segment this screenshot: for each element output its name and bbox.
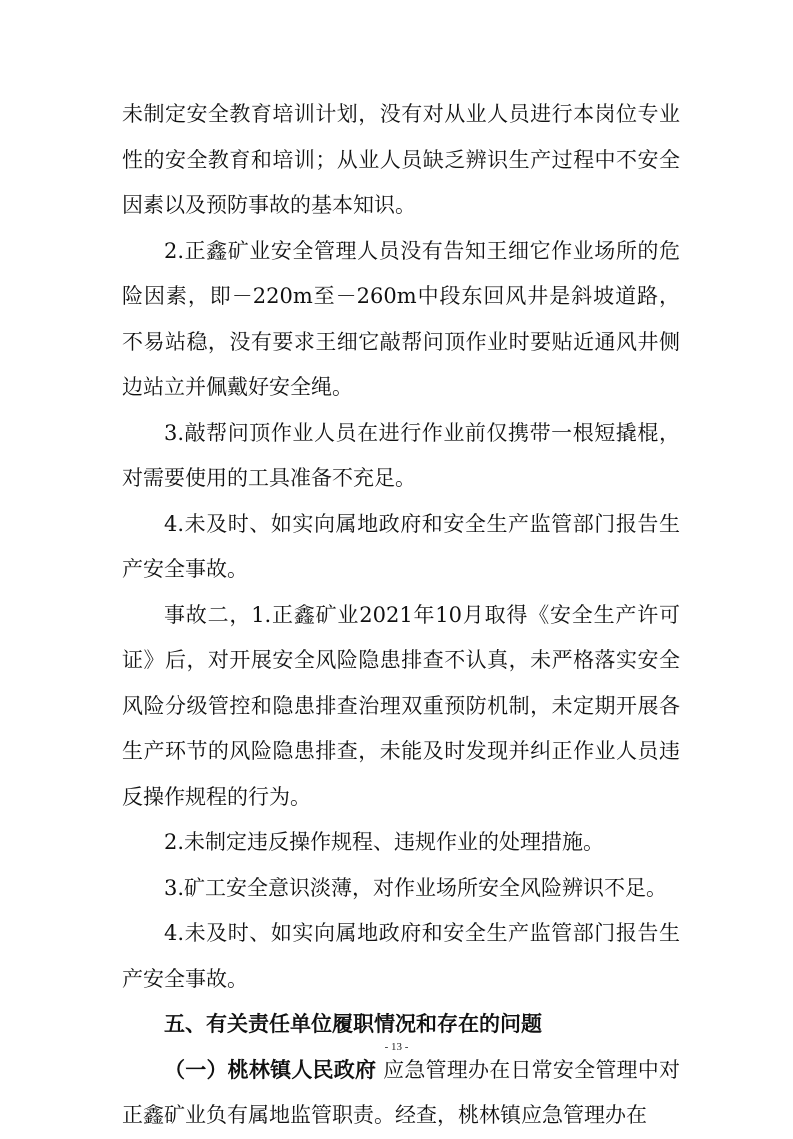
paragraph-accident-two-item-2: 2.未制定违反操作规程、违规作业的处理措施。 <box>164 830 605 854</box>
subsection-paragraph <box>122 1048 680 1139</box>
paragraph-accident-two-item-4: 4.未及时、如实向属地政府和安全生产监管部门报告生产安全事故。 <box>122 921 680 991</box>
paragraph-item-3: 3.敲帮问顶作业人员在进行作业前仅携带一根短撬棍，对需要使用的工具准备不充足。 <box>122 420 680 490</box>
subsection-title: （一）桃林镇人民政府 <box>164 1057 377 1082</box>
page-number: - 13 - <box>384 1041 409 1053</box>
paragraph-continued: 未制定安全教育培训计划，没有对从业人员进行本岗位专业性的安全教育和培训；从业人员缺乏辨识生产过程中不安全因素以及预防事故的基本知识。 <box>122 102 680 217</box>
section-heading: 五、有关责任单位履职情况和存在的问题 <box>164 1012 542 1036</box>
document-body <box>122 92 680 1139</box>
paragraph-item-4: 4.未及时、如实向属地政府和安全生产监管部门报告生产安全事故。 <box>122 511 680 581</box>
paragraph-accident-two: 事故二，1.正鑫矿业2021年10月取得《安全生产许可证》后，对开展安全风险隐患排查不认真，未严格落实安全风险分级管控和隐患排查治理双重预防机制，未定期开展各生产环节的风险隐患排查，未能及时发现并纠正作业人员违反操作规程的行为。 <box>122 602 680 809</box>
subsection-text: 应急管理办在日常安全管理中对正鑫矿业负有属地监管职责。经查，桃林镇应急管理办在 <box>122 1057 680 1127</box>
paragraph-accident-two-item-3: 3.矿工安全意识淡薄，对作业场所安全风险辨识不足。 <box>164 875 668 900</box>
paragraph-item-2: 2.正鑫矿业安全管理人员没有告知王细它作业场所的危险因素，即－220m至－260m中段东回风井是斜坡道路，不易站稳，没有要求王细它敲帮问顶作业时要贴近通风井侧边站立并佩戴好安全绳。 <box>122 238 680 399</box>
